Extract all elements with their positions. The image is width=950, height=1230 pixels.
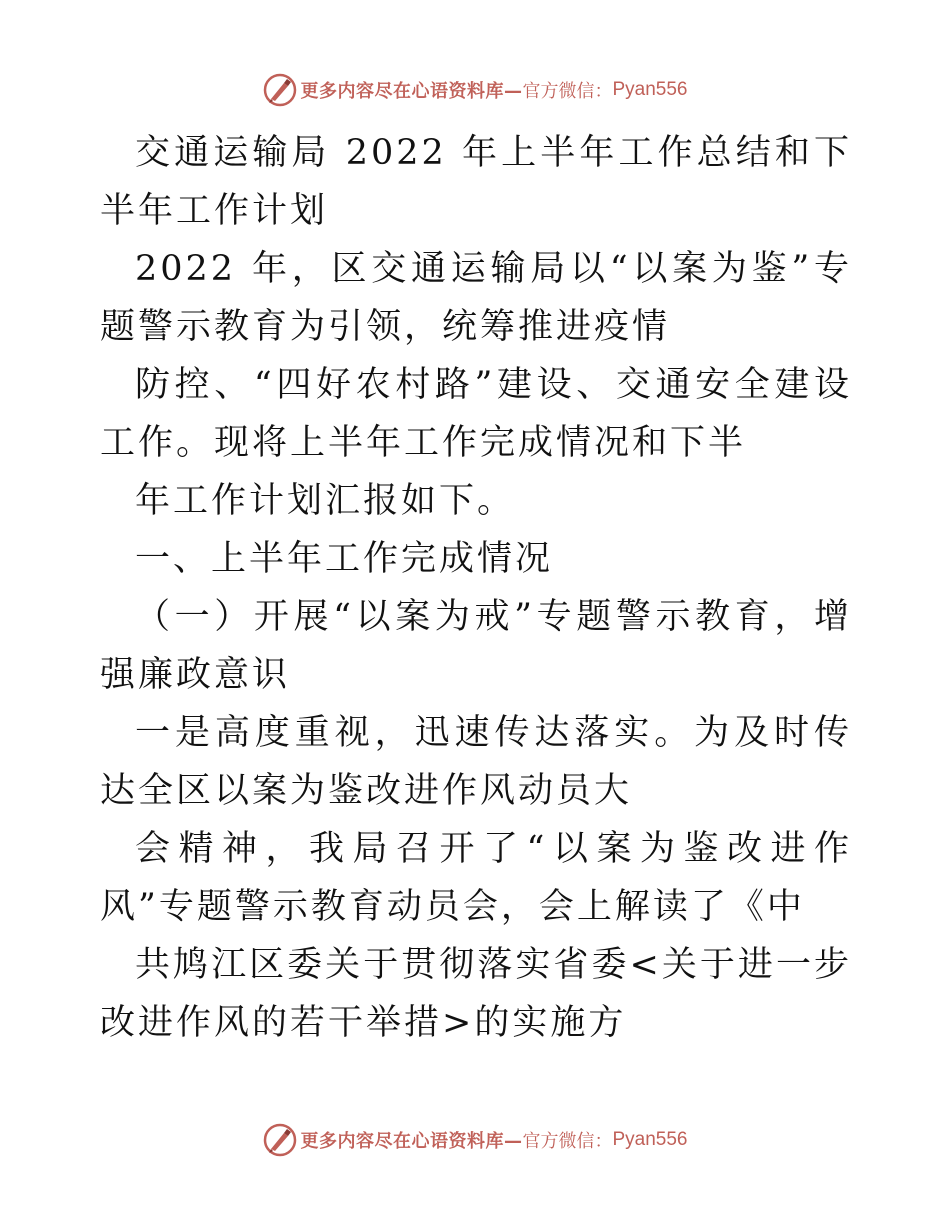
paragraph: 会精神，我局召开了“以案为鉴改进作风”专题警示教育动员会，会上解读了《中 bbox=[100, 829, 852, 927]
footer-watermark-banner bbox=[0, 1120, 950, 1160]
banner-text: 更多内容尽在心语资料库— bbox=[300, 81, 523, 102]
section-heading: 一、上半年工作完成情况 bbox=[135, 539, 554, 579]
banner-wechat-id: Pyan556 bbox=[612, 1129, 688, 1150]
pen-logo-icon bbox=[262, 1122, 298, 1158]
paragraph: 防控、“四好农村路”建设、交通安全建设工作。现将上半年工作完成情况和下半 bbox=[100, 365, 852, 463]
header-watermark-banner bbox=[0, 70, 950, 110]
banner-wechat-label: 官方微信： bbox=[522, 1131, 613, 1152]
document-body bbox=[100, 124, 852, 1052]
pen-logo-icon bbox=[262, 72, 298, 108]
subsection-heading: （一）开展“以案为戒”专题警示教育，增强廉政意识 bbox=[100, 597, 852, 695]
banner-wechat-id: Pyan556 bbox=[612, 79, 688, 100]
document-title: 交通运输局 2022 年上半年工作总结和下半年工作计划 bbox=[100, 133, 852, 231]
banner-text: 更多内容尽在心语资料库— bbox=[300, 1131, 523, 1152]
paragraph: 年工作计划汇报如下。 bbox=[135, 481, 516, 521]
banner-wechat-label: 官方微信： bbox=[522, 81, 613, 102]
paragraph: 一是高度重视，迅速传达落实。为及时传达全区以案为鉴改进作风动员大 bbox=[100, 713, 852, 811]
paragraph: 共鸠江区委关于贯彻落实省委<关于进一步改进作风的若干举措>的实施方 bbox=[100, 945, 852, 1043]
paragraph: 2022 年，区交通运输局以“以案为鉴”专题警示教育为引领，统筹推进疫情 bbox=[100, 249, 852, 347]
